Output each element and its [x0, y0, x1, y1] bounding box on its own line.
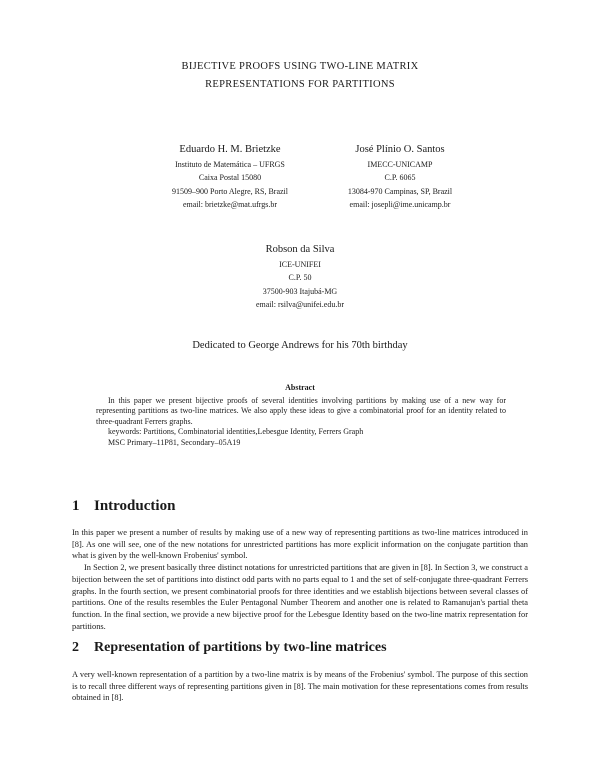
author-email: email: josepli@ime.unicamp.br: [349, 199, 451, 209]
section-heading-representation: [72, 640, 387, 656]
section-number: 2: [72, 640, 79, 655]
dedication: Dedicated to George Andrews for his 70th birthday: [192, 340, 408, 351]
title-line-1: BIJECTIVE PROOFS USING TWO-LINE MATRIX: [181, 61, 419, 72]
author-city: 91509–900 Porto Alegre, RS, Brazil: [172, 186, 288, 196]
author-name: Eduardo H. M. Brietzke: [179, 144, 281, 155]
abstract-body: [96, 396, 506, 448]
paragraph: A very well-known representation of a partition by a two-line matrix is by means of the Frobenius' symbol. The purpose of this section is to recall three different ways of representing partitions given in [8]. The main motivation for these representations comes from results obtained in [8].: [72, 670, 528, 703]
abstract-msc: MSC Primary–11P81, Secondary–05A19: [108, 437, 241, 447]
author-name: Robson da Silva: [265, 244, 335, 255]
title-line-2: REPRESENTATIONS FOR PARTITIONS: [205, 79, 395, 90]
section-body-introduction: [72, 527, 528, 632]
author-block-2: [300, 142, 500, 211]
author-block-3: [190, 242, 410, 311]
author-affiliation: IMECC-UNICAMP: [367, 160, 433, 169]
author-city: 13084-970 Campinas, SP, Brazil: [347, 186, 453, 196]
author-city: 37500-903 Itajubá-MG: [262, 286, 338, 296]
section-body-representation: [72, 669, 528, 704]
author-affiliation: ICE-UNIFEI: [279, 260, 321, 269]
section-heading-introduction: [72, 498, 175, 515]
author-email: email: brietzke@mat.ufrgs.br: [182, 199, 278, 209]
author-box: Caixa Postal 15080: [198, 173, 262, 183]
abstract-text: In this paper we present bijective proofs of several identities involving partitions by making use of a new way for representing partitions as two-line matrices. We also apply these ideas to give a combinatorial proof for an identity related to three-quadrant Ferrers graphs.: [96, 396, 506, 426]
abstract-heading: Abstract: [285, 383, 315, 392]
section-title: Representation of partitions by two-line matrices: [94, 640, 387, 655]
paragraph: In Section 2, we present basically three distinct notations for unrestricted partitions that are given in [8]. In Section 3, we construct a bijection between the set of partitions into distinct odd parts with no parts equal to 1 and the set of self-conjugate three-quadrant Ferrers graphs. In the fourth section, we present combinatorial proofs for three identities and we establish bijections between several classes of partitions. One of the results resembles the Euler Pentagonal Number Theorem and another one is related to Ramanujan's partial theta function. In the final section, we provide a new bijective proof for the Lebesgue Identity based on the two-line matrix representation for partitions.: [72, 563, 528, 631]
paper-title: [0, 58, 600, 94]
author-box: C.P. 50: [288, 273, 312, 283]
section-number: 1: [72, 498, 80, 514]
author-name: José Plínio O. Santos: [355, 144, 445, 155]
author-affiliation: Instituto de Matemática – UFRGS: [175, 160, 285, 169]
section-title: Introduction: [94, 498, 176, 514]
abstract-keywords: keywords: Partitions, Combinatorial identities,Lebesgue Identity, Ferrers Graph: [108, 427, 364, 437]
author-email: email: rsilva@unifei.edu.br: [255, 299, 344, 309]
author-box: C.P. 6065: [384, 173, 416, 183]
paragraph: In this paper we present a number of results by making use of a new way of representing partitions as two-line matrices introduced in [8]. As one will see, one of the new notations for unrestricted partitions has more explicit information on the conjugate partition than what is given by the well-known Frobenius' symbol.: [72, 528, 528, 561]
